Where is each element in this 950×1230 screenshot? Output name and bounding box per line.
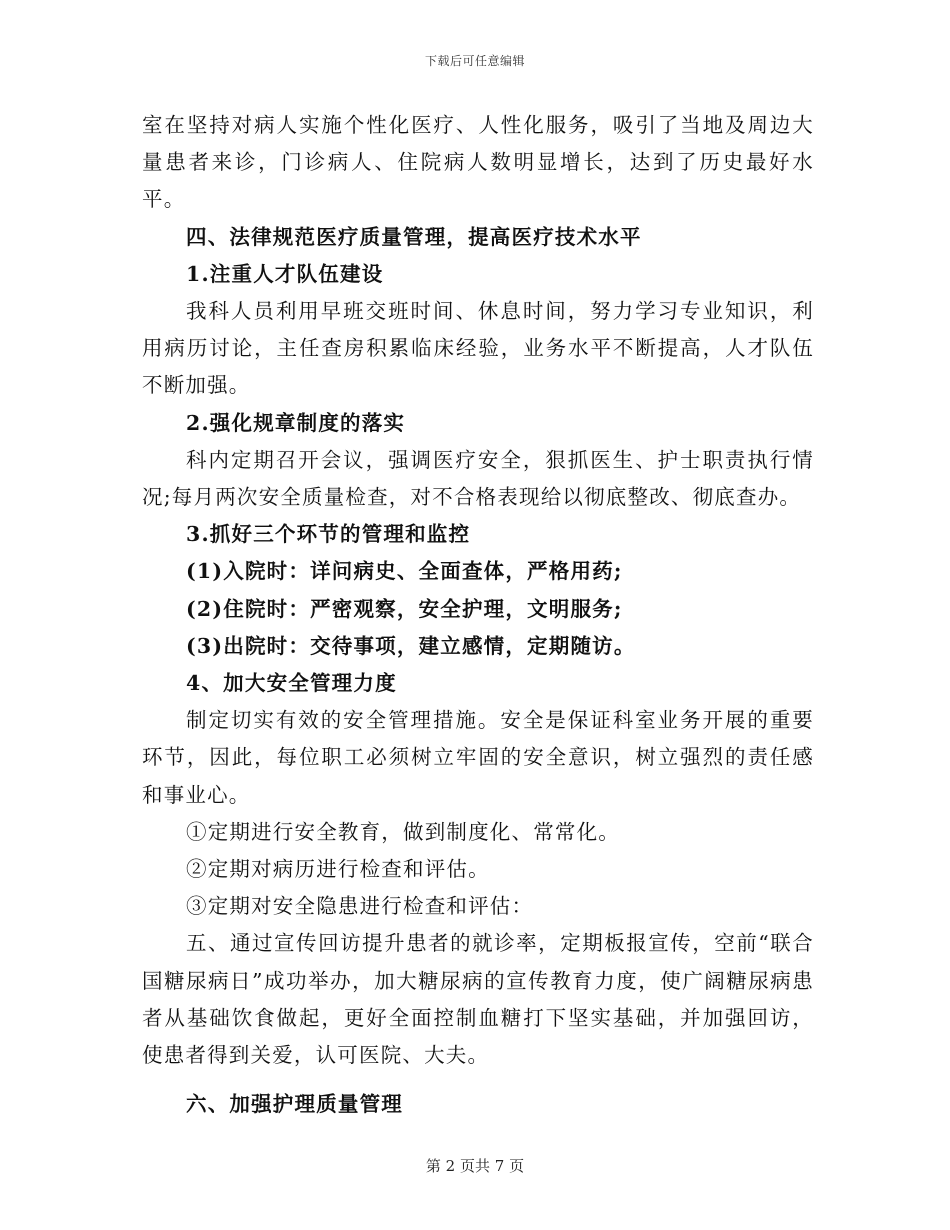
paragraph-continuation: 室在坚持对病人实施个性化医疗、人性化服务，吸引了当地及周边大量患者来诊，门诊病人、住院病人数明显增长，达到了历史最好水平。 [142, 113, 814, 212]
list-item-hazard-check: ③定期对安全隐患进行检查和评估： [186, 894, 534, 919]
list-item-safety-education: ①定期进行安全教育，做到制度化、常常化。 [186, 819, 620, 844]
list-item-record-check: ②定期对病历进行检查和评估。 [186, 857, 490, 882]
subsection-text-2: 科内定期召开会议，强调医疗安全，狠抓医生、护士职责执行情况;每月两次安全质量检查，对不合格表现给以彻底整改、彻底查办。 [142, 447, 814, 510]
section-paragraph-5: 五、通过宣传回访提升患者的就诊率，定期板报宣传，空前“联合国糖尿病日”成功举办，加大糖尿病的宣传教育力度，使广阔糖尿病患者从基础饮食做起，更好全面控制血糖打下坚实基础，并加强回访，使患者得到关爱，认可医院、大夫。 [142, 931, 814, 1068]
document-body [142, 107, 814, 1123]
list-item-inpatient: (2)住院时：严密观察，安全护理，文明服务; [186, 596, 623, 621]
page-header: 下载后可任意编辑 [424, 54, 525, 68]
section-heading-6: 六、加强护理质量管理 [186, 1092, 403, 1117]
section-heading-4: 四、法律规范医疗质量管理，提高医疗技术水平 [186, 224, 642, 249]
subsection-text-4: 制定切实有效的安全管理措施。安全是保证科室业务开展的重要环节，因此，每位职工必须树立牢固的安全意识，树立强烈的责任感和事业心。 [142, 708, 814, 807]
subsection-title-1: 1.注重人才队伍建设 [186, 261, 384, 286]
subsection-title-3: 3.抓好三个环节的管理和监控 [186, 522, 471, 547]
subsection-title-4: 4、加大安全管理力度 [186, 671, 397, 696]
list-item-discharge: (3)出院时：交待事项，建立感情，定期随访。 [186, 633, 636, 658]
subsection-title-2: 2.强化规章制度的落实 [186, 410, 406, 435]
page-footer: 第 2 页共 7 页 [425, 1157, 525, 1175]
subsection-text-1: 我科人员利用早班交班时间、休息时间，努力学习专业知识，利用病历讨论，主任查房积累临床经验，业务水平不断提高，人才队伍不断加强。 [142, 299, 814, 398]
list-item-admission: (1)入院时：详问病史、全面查体，严格用药; [186, 559, 623, 584]
